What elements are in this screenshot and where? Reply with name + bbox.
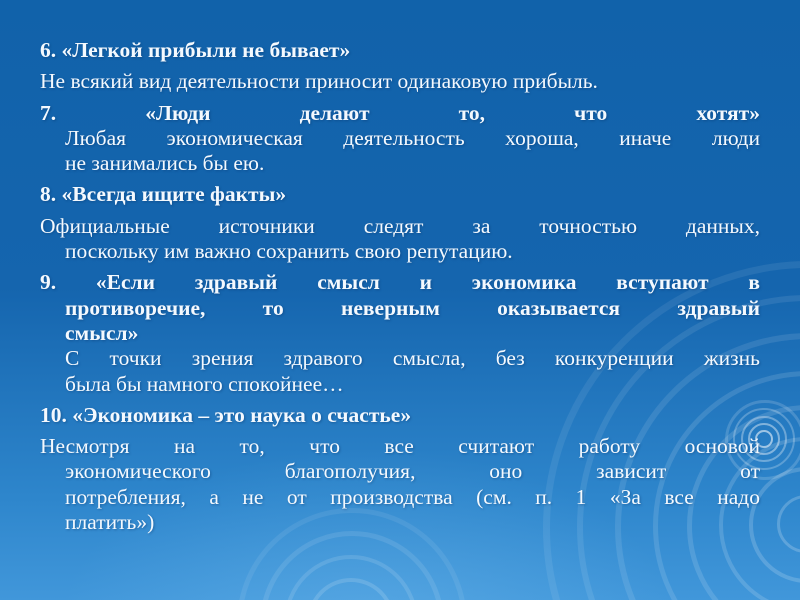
text-line: Несмотря на то, что все считают работу основой bbox=[40, 434, 760, 459]
paragraph-item-8-body bbox=[40, 214, 760, 265]
text-line: Любая экономическая деятельность хороша, иначе люди bbox=[65, 125, 760, 150]
text-line: платить») bbox=[65, 510, 155, 535]
text-line: 6. «Легкой прибыли не бывает» bbox=[40, 38, 351, 62]
paragraph-item-9 bbox=[40, 270, 760, 396]
slide-text-block bbox=[40, 38, 760, 535]
text-line: Не всякий вид деятельности приносит одинаковую прибыль. bbox=[40, 69, 598, 94]
paragraph-item-6-body bbox=[40, 69, 760, 94]
text-line: 10. «Экономика – это наука о счастье» bbox=[40, 402, 412, 427]
text-line: С точки зрения здравого смысла, без конкуренции жизнь bbox=[65, 346, 760, 371]
paragraph-item-10-body bbox=[40, 434, 760, 535]
text-line: не занимались бы ею. bbox=[65, 151, 265, 176]
text-line: поскольку им важно сохранить свою репутацию. bbox=[65, 239, 513, 264]
text-line: 9. «Если здравый смысл и экономика вступают в bbox=[40, 270, 760, 295]
text-line: 7. «Люди делают то, что хотят» bbox=[40, 100, 760, 125]
text-line: противоречие, то неверным оказывается здравый bbox=[65, 295, 760, 320]
paragraph-item-8-heading bbox=[40, 182, 760, 207]
text-line: экономического благополучия, оно зависит от bbox=[65, 459, 760, 484]
text-line: смысл» bbox=[65, 320, 139, 345]
text-line: потребления, а не от производства (см. п. 1 «За все надо bbox=[65, 484, 760, 509]
text-line: была бы намного спокойнее… bbox=[65, 371, 344, 396]
paragraph-item-6-heading bbox=[40, 38, 760, 63]
text-line: Официальные источники следят за точностью данных, bbox=[40, 213, 760, 238]
text-line: 8. «Всегда ищите факты» bbox=[40, 182, 287, 207]
paragraph-item-7 bbox=[40, 101, 760, 177]
paragraph-item-10-heading bbox=[40, 403, 760, 428]
